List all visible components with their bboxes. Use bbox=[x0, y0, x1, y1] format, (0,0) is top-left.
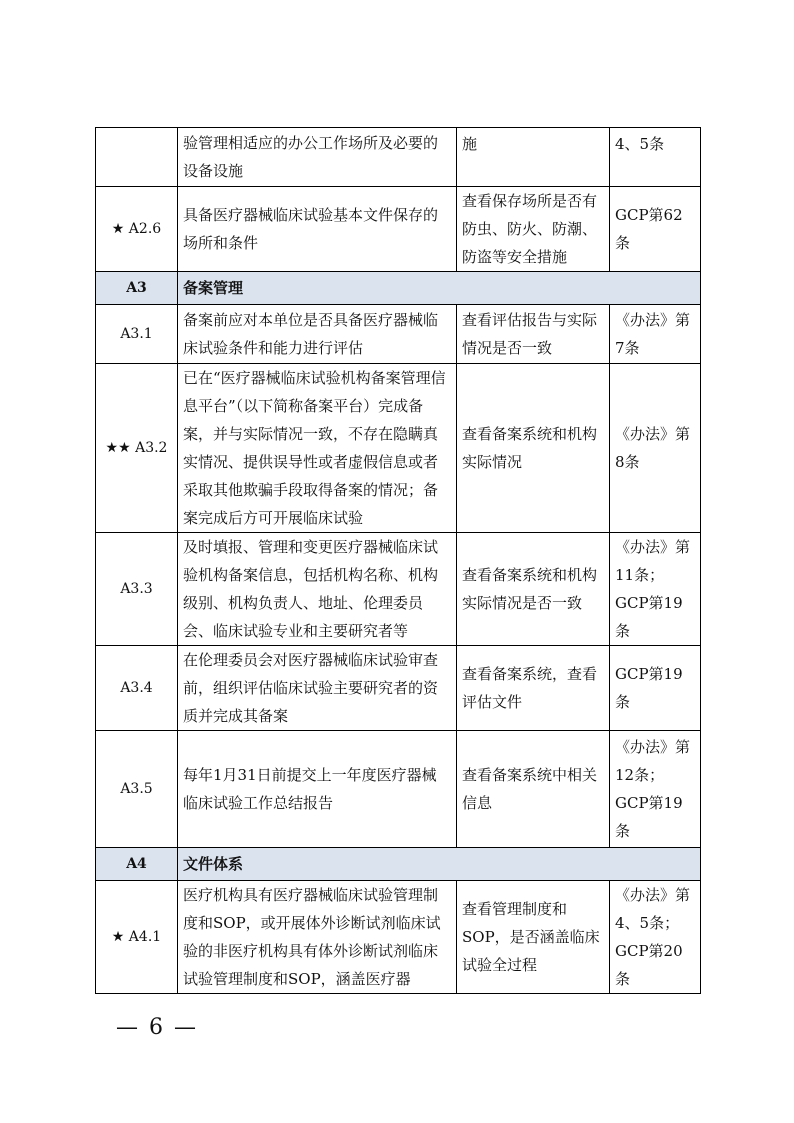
section-title: 备案管理 bbox=[178, 272, 701, 305]
item-content: 已在“医疗器械临床试验机构备案管理信息平台”（以下简称备案平台）完成备案，并与实际情况一致，不存在隐瞒真实情况、提供误导性或者虚假信息或者采取其他欺骗手段取得备案的情况；备案完成后方可开展临床试验 bbox=[178, 364, 457, 533]
item-basis: 《办法》第11条；GCP第19条 bbox=[610, 533, 701, 646]
item-content: 备案前应对本单位是否具备医疗器械临床试验条件和能力进行评估 bbox=[178, 305, 457, 364]
item-content: 医疗机构具有医疗器械临床试验管理制度和SOP，或开展体外诊断试剂临床试验的非医疗机构具有体外诊断试剂临床试验管理制度和SOP，涵盖医疗器 bbox=[178, 881, 457, 994]
item-method: 查看管理制度和SOP，是否涵盖临床试验全过程 bbox=[457, 881, 610, 994]
table-row bbox=[96, 128, 701, 187]
item-id: ★ A2.6 bbox=[96, 187, 178, 272]
section-id: A4 bbox=[96, 848, 178, 881]
item-id: A3.4 bbox=[96, 646, 178, 731]
table-row bbox=[96, 187, 701, 272]
item-basis: 《办法》第12条；GCP第19条 bbox=[610, 731, 701, 848]
item-method: 查看备案系统中相关信息 bbox=[457, 731, 610, 848]
item-basis: 《办法》第7条 bbox=[610, 305, 701, 364]
item-method: 查看备案系统和机构实际情况 bbox=[457, 364, 610, 533]
page-number: — 6 — bbox=[116, 1015, 198, 1040]
item-id bbox=[96, 128, 178, 187]
section-title: 文件体系 bbox=[178, 848, 701, 881]
item-id: A3.5 bbox=[96, 731, 178, 848]
table-row bbox=[96, 881, 701, 994]
table-row bbox=[96, 305, 701, 364]
item-id: ★★ A3.2 bbox=[96, 364, 178, 533]
section-header-row bbox=[96, 848, 701, 881]
item-basis: 《办法》第8条 bbox=[610, 364, 701, 533]
item-content: 每年1月31日前提交上一年度医疗器械临床试验工作总结报告 bbox=[178, 731, 457, 848]
table-row bbox=[96, 364, 701, 533]
item-method: 查看备案系统，查看评估文件 bbox=[457, 646, 610, 731]
item-basis: GCP第62条 bbox=[610, 187, 701, 272]
table-row bbox=[96, 646, 701, 731]
item-id: A3.1 bbox=[96, 305, 178, 364]
item-basis: GCP第19条 bbox=[610, 646, 701, 731]
table-row bbox=[96, 533, 701, 646]
item-method: 查看保存场所是否有防虫、防火、防潮、防盗等安全措施 bbox=[457, 187, 610, 272]
section-header-row bbox=[96, 272, 701, 305]
item-method: 查看备案系统和机构实际情况是否一致 bbox=[457, 533, 610, 646]
item-method: 施 bbox=[457, 128, 610, 187]
item-id: ★ A4.1 bbox=[96, 881, 178, 994]
item-content: 及时填报、管理和变更医疗器械临床试验机构备案信息，包括机构名称、机构级别、机构负责人、地址、伦理委员会、临床试验专业和主要研究者等 bbox=[178, 533, 457, 646]
item-method: 查看评估报告与实际情况是否一致 bbox=[457, 305, 610, 364]
table-row bbox=[96, 731, 701, 848]
section-id: A3 bbox=[96, 272, 178, 305]
item-content: 验管理相适应的办公工作场所及必要的设备设施 bbox=[178, 128, 457, 187]
item-basis: 《办法》第4、5条；GCP第20条 bbox=[610, 881, 701, 994]
item-basis: 4、5条 bbox=[610, 128, 701, 187]
item-id: A3.3 bbox=[96, 533, 178, 646]
inspection-table bbox=[95, 127, 701, 994]
item-content: 在伦理委员会对医疗器械临床试验审查前，组织评估临床试验主要研究者的资质并完成其备案 bbox=[178, 646, 457, 731]
item-content: 具备医疗器械临床试验基本文件保存的场所和条件 bbox=[178, 187, 457, 272]
